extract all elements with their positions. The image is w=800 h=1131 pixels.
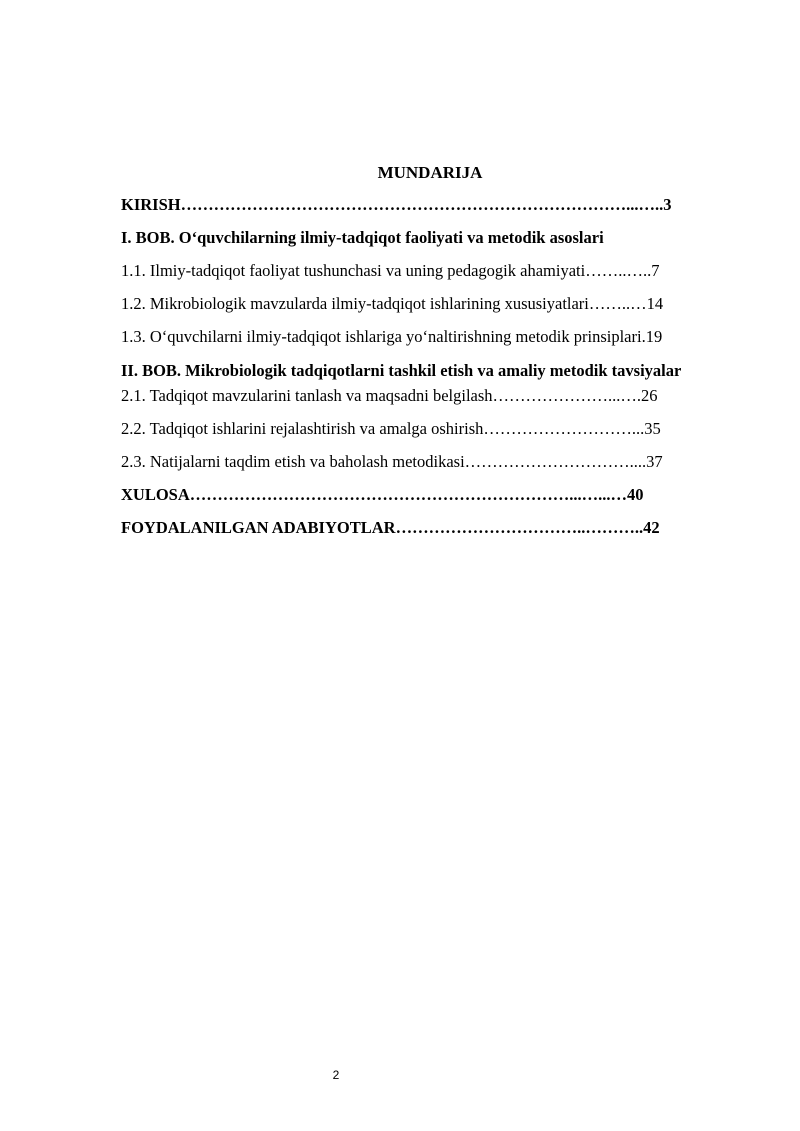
page-number: 2 — [332, 1068, 340, 1082]
page-title: MUNDARIJA — [377, 163, 483, 182]
toc-entry-chapter-1: I. BOB. O‘quvchilarning ilmiy-tadqiqot faoliyati va metodik asoslari — [121, 228, 604, 247]
toc-entry-1-3: 1.3. O‘quvchilarni ilmiy-tadqiqot ishlariga yo‘naltirishning metodik prinsiplari.19 — [121, 327, 663, 346]
toc-entry-2-1: 2.1. Tadqiqot mavzularini tanlash va maqsadni belgilash…………………...….26 — [121, 386, 658, 405]
toc-entry-2-3: 2.3. Natijalarni taqdim etish va baholash metodikasi…………………………....37 — [121, 452, 663, 471]
toc-entry-2-2: 2.2. Tadqiqot ishlarini rejalashtirish va amalga oshirish………………………...35 — [121, 419, 661, 438]
toc-entry-1-2: 1.2. Mikrobiologik mavzularda ilmiy-tadqiqot ishlarining xususiyatlari……..…14 — [121, 294, 664, 313]
table-of-contents — [121, 194, 741, 550]
toc-entry-references: FOYDALANILGAN ADABIYOTLAR……………………………..………..42 — [121, 518, 660, 537]
toc-entry-1-1: 1.1. Ilmiy-tadqiqot faoliyat tushunchasi va uning pedagogik ahamiyati……..…..7 — [121, 261, 660, 280]
toc-entry-xulosa: XULOSA……………………………………………………………...…...…40 — [121, 485, 644, 504]
toc-entry-kirish: KIRISH………………………………………………………………………...…..3 — [121, 195, 672, 214]
toc-entry-chapter-2: II. BOB. Mikrobiologik tadqiqotlarni tashkil etish va amaliy metodik tavsiyalar — [121, 361, 682, 380]
